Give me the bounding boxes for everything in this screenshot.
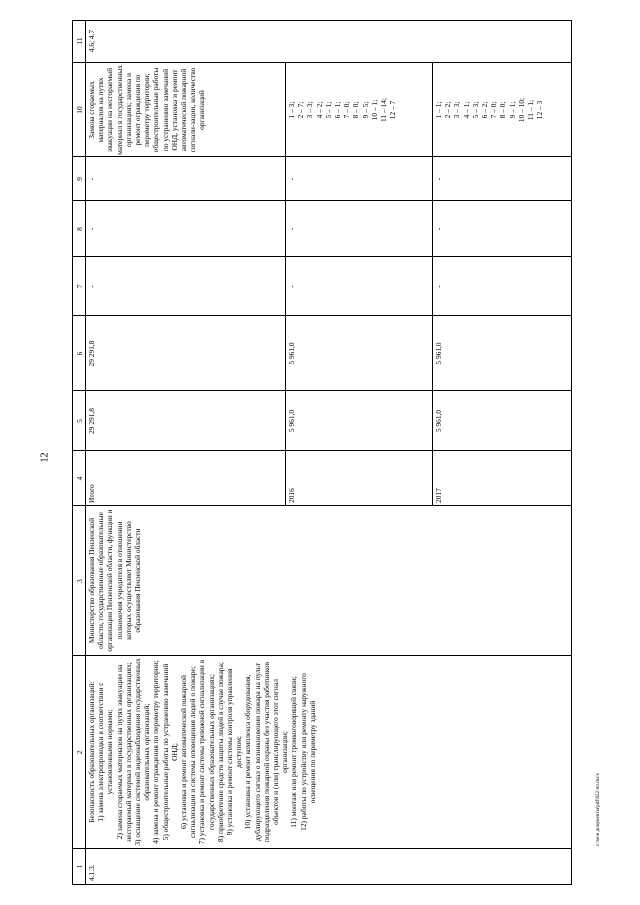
col-number: 2 <box>75 750 84 755</box>
total-amount: 5 961,0 <box>434 409 443 433</box>
col7-value: - <box>434 285 443 288</box>
row-divider <box>432 63 433 506</box>
col-divider <box>73 848 571 849</box>
col-divider <box>73 200 571 201</box>
footer-file-path: c:\мои документы\pdf\622-пп.docx <box>596 773 601 846</box>
total-amount: 29 291,8 <box>87 408 96 434</box>
indicator-values-2017: 1 – 1; 2 – 2; 3 – 3; 4 – 1; 5 – 3; 6 – 2; 7 – 0; 8 – 0; 9 – 1; 10 – 10; 11 – 1; 12 – 3 <box>434 97 545 123</box>
header-divider <box>85 21 86 884</box>
page-number: 12 <box>39 452 51 463</box>
indicator-reference: 4.6; 4.7 <box>87 29 96 53</box>
col-divider <box>73 450 571 451</box>
col7-value: - <box>287 285 296 288</box>
period-2016: 2016 <box>287 488 296 503</box>
col-number: 3 <box>75 579 84 583</box>
period-total: Итого <box>87 484 96 503</box>
col7-value: - <box>87 285 96 288</box>
executor: Министерство образования Пензенской области, государственные образовательные организации Пензенской области, функции и полномочия учредителя в отношении которых осуществляет Министерство образования Пензенской области <box>87 509 143 652</box>
col-divider <box>73 62 571 63</box>
col-number: 6 <box>75 351 84 356</box>
col-divider <box>73 315 571 316</box>
col9-value: - <box>434 177 443 181</box>
col-number: 11 <box>75 37 84 45</box>
budget-amount: 29 291,8 <box>87 340 96 367</box>
row-number: 4.1.3. <box>87 864 96 881</box>
col-number: 10 <box>75 106 84 114</box>
col-number: 5 <box>75 419 84 423</box>
period-2017: 2017 <box>434 488 443 503</box>
col-divider <box>73 156 571 157</box>
budget-amount: 5 961,0 <box>287 342 296 365</box>
col-number: 4 <box>75 476 84 481</box>
col-divider <box>73 390 571 391</box>
budget-amount: 5 961,0 <box>434 342 443 365</box>
col8-value: - <box>434 227 443 231</box>
total-amount: 5 961,0 <box>287 409 296 433</box>
measures-table <box>72 20 572 885</box>
measure-description: Безопасность образовательных организаций: 1) замена электропроводки в соответствии с установленными нормами; 2) замена сгораемых материалов на путях эвакуации на несгораемый материал в государственных организациях; 3) оснащение системой видеонаблюдения государственных образовательных организаций; 4) замена и ремонт ограждения по периметру территории; 5) общестроительные работы по устранению замечаний ОНД; 6) установка и ремонт автоматической пожарной сигнализации и системы оповещения людей о пожаре; 7) установка и ремонт системы тревожной сигнализации в государственных образовательных организациях; 8) приобретение средств защиты людей в случае пожара; 9) установка и ремонт системы контроля управления доступом; 10) установка и ремонт комплекса оборудования, дублирующего сигнал о возникновении пожара на пульт подразделения пожарной охраны без участия работников объектов и (или) транслирующего этот сигнал организации; 11) монтаж или ремонт громкоговорящей связи; 12) работы по устройству или ремонту наружного освещения по периметру зданий <box>87 658 317 846</box>
indicator-description: Замена сгораемых материалов на путях эвакуации на несгораемый материал в государственных организациях; замена и ремонт ограждения по периметру территории; общестроительные работы по устранению замечаний ОНД, установка и ремонт автоматической пожарной сигнали-зации, количество организаций <box>87 65 207 155</box>
row-divider <box>285 63 286 506</box>
indicator-values-2016: 1 – 3; 2 – 7; 3 – 3; 4 – 2; 5 – 1; 6 – 1; 7 – 0; 8 – 0; 9 – 5; 10 – 1; 11 – 14; 12 – 7 <box>287 98 398 122</box>
col-number: 1 <box>75 864 84 869</box>
col-divider <box>73 655 571 656</box>
col9-value: - <box>87 177 96 181</box>
col-divider <box>73 505 571 506</box>
col-divider <box>73 256 571 257</box>
col-number: 9 <box>75 177 84 181</box>
col8-value: - <box>287 227 296 231</box>
col-number: 8 <box>75 227 84 231</box>
col9-value: - <box>287 177 296 181</box>
col-number: 7 <box>75 284 84 289</box>
col8-value: - <box>87 227 96 231</box>
